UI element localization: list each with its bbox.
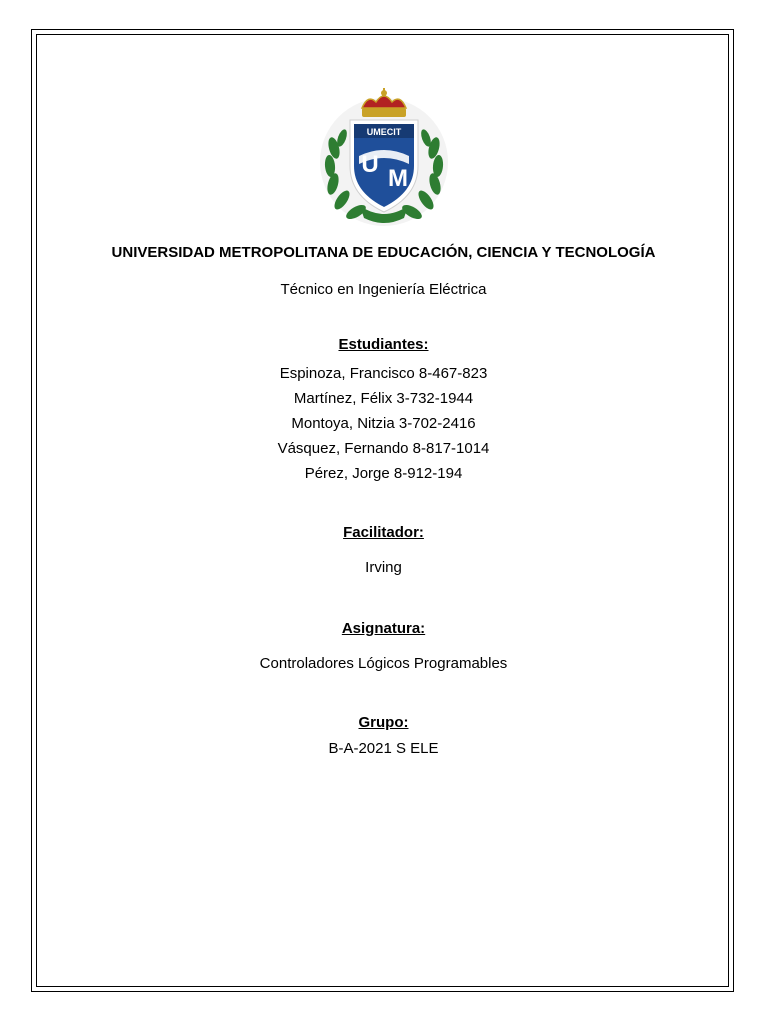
students-heading: Estudiantes:	[338, 336, 429, 353]
logo-emblem-icon	[312, 88, 456, 232]
student-item: Montoya, Nitzia 3-702-2416	[291, 415, 476, 432]
svg-text:M: M	[388, 165, 408, 192]
student-item: Espinoza, Francisco 8-467-823	[279, 365, 488, 382]
program-name: Técnico en Ingeniería Eléctrica	[280, 281, 487, 298]
university-name: UNIVERSIDAD METROPOLITANA DE EDUCACIÓN, CIENCIA Y TECNOLOGÍA	[111, 244, 656, 261]
facilitator-name: Irving	[365, 559, 402, 576]
subject-heading: Asignatura:	[341, 620, 426, 637]
group-heading: Grupo:	[358, 714, 409, 731]
student-item: Vásquez, Fernando 8-817-1014	[277, 440, 490, 457]
facilitator-heading: Facilitador:	[343, 524, 424, 541]
svg-text:UMECIT: UMECIT	[366, 127, 402, 137]
group-name: B-A-2021 S ELE	[328, 740, 439, 757]
university-logo	[312, 88, 456, 232]
subject-name: Controladores Lógicos Programables	[259, 655, 508, 672]
student-item: Martínez, Félix 3-732-1944	[293, 390, 474, 407]
cover-content	[36, 244, 731, 758]
student-item: Pérez, Jorge 8-912-194	[304, 465, 463, 482]
students-list	[36, 365, 731, 483]
svg-text:U: U	[361, 151, 379, 178]
